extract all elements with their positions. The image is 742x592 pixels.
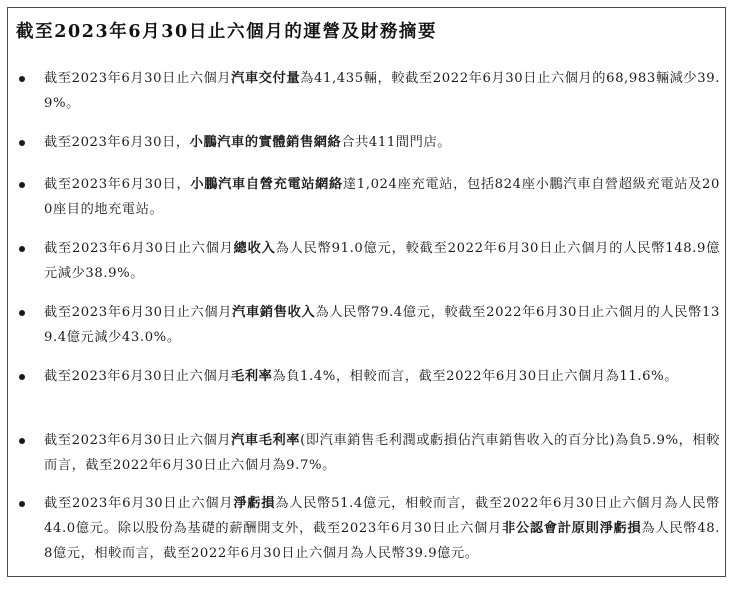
list-item-text [44,364,720,389]
text-segment: 截至2023年6月30日止六個月 [44,369,232,384]
page-title: 截至2023年6月30日止六個月的運營及財務摘要 [16,22,438,42]
text-segment: 截至2023年6月30日止六個月 [44,305,233,320]
emphasis-text: 汽車毛利率 [231,433,301,448]
list-item-text [44,66,720,116]
bullet-icon [19,501,25,507]
text-segment: 截至2023年6月30日止六個月 [44,496,234,511]
emphasis-text: 總收入 [233,241,276,256]
emphasis-text: 小鵬汽車自營充電站網絡 [190,177,343,192]
text-segment: 為負1.4%，相較而言，截至2022年6月30日止六個月為11.6%。 [272,369,679,384]
text-segment: 截至2023年6月30日， [44,177,191,192]
text-segment: 截至2023年6月30日止六個月 [44,71,232,86]
bullet-icon [19,246,25,252]
emphasis-text: 淨虧損 [233,496,276,511]
text-segment: (即汽車銷售毛利潤或虧損佔汽車銷售收入的百分比)為負5.9%，相較而言，截至2022年6月30日止六個月為9.7%。 [44,433,720,473]
emphasis-text: 小鵬汽車的實體銷售網絡 [189,135,342,150]
text-segment: 截至2023年6月30日止六個月 [44,433,232,448]
emphasis-text: 非公認會計原則淨虧損 [501,521,642,536]
text-segment: 合共411間門店。 [341,135,452,150]
bullet-icon [19,76,25,82]
list-item-text [44,491,720,566]
emphasis-text: 汽車交付量 [231,71,301,86]
bullet-icon [19,438,25,444]
text-segment: 截至2023年6月30日止六個月 [44,241,234,256]
list-item-text [44,300,720,350]
text-segment: 達1,024座充電站，包括824座小鵬汽車自營超級充電站及200座目的地充電站。 [44,177,720,217]
text-segment: 為41,435輛，較截至2022年6月30日止六個月的68,983輛減少39.9%。 [44,71,721,111]
bullet-icon [19,182,25,188]
list-item-text [44,130,720,155]
text-segment: 為人民幣91.0億元，較截至2022年6月30日止六個月的人民幣148.9億元減少38.9%。 [44,241,720,281]
bullet-icon [19,140,25,146]
text-segment: 截至2023年6月30日， [44,135,190,150]
list-item-text [44,172,720,222]
emphasis-text: 汽車銷售收入 [232,305,316,320]
bullet-icon [19,374,25,380]
bullet-icon [19,310,25,316]
list-item-text [44,428,720,478]
text-segment: 為人民幣79.4億元，較截至2022年6月30日止六個月的人民幣139.4億元減少43.0%。 [44,305,720,345]
list-item-text [44,236,720,286]
text-segment: 為人民幣48.8億元，相較而言，截至2022年6月30日止六個月為人民幣39.9億元。 [44,521,720,561]
emphasis-text: 毛利率 [231,369,273,384]
text-segment: 為人民幣51.4億元，相較而言，截至2022年6月30日止六個月為人民幣44.0億元。除以股份為基礎的薪酬開支外，截至2023年6月30日止六個月 [44,496,720,536]
